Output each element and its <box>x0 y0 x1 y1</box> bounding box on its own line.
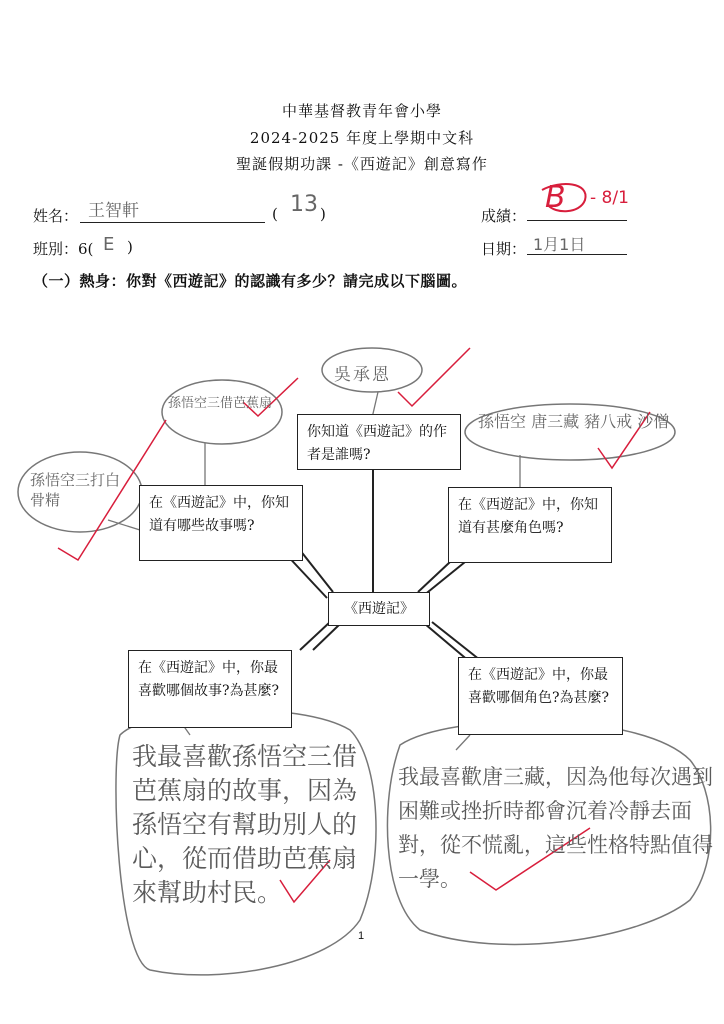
score-extra: - 8/1 <box>590 188 629 208</box>
score-label: 成績： <box>481 207 527 225</box>
name-handwriting: 王智軒 <box>88 201 139 221</box>
answer-fav-story: 我最喜歡孫悟空三借芭蕉扇的故事，因為孫悟空有幫助別人的心，從而借助芭蕉扇來幫助村民。 <box>132 742 358 907</box>
score-line <box>527 220 627 221</box>
date-handwriting: 1月1日 <box>533 235 586 254</box>
class-number-value: 13 <box>290 192 318 217</box>
answer-fav-character: 我最喜歡唐三藏，因為他每次遇到困難或挫折時都會沉着冷靜去面對，從不慌亂，這些性格特點值得一學。 <box>398 765 713 891</box>
class-close: ) <box>127 238 133 256</box>
center-topic-box: 《西遊記》 <box>328 592 430 626</box>
class-number-close: ) <box>320 205 326 223</box>
section-heading: （一）熱身：你對《西遊記》的認識有多少？請完成以下腦圖。 <box>33 272 468 290</box>
term-subject: 2024-2025 年度上學期中文科 <box>249 129 475 147</box>
class-value: E <box>103 234 115 255</box>
question-fav-character-box: 在《西遊記》中，你最喜歡哪個角色?為甚麼? <box>458 657 623 735</box>
question-characters-box: 在《西遊記》中，你知道有甚麼角色嗎? <box>448 487 612 563</box>
date-label: 日期： <box>481 240 527 258</box>
name-line <box>80 222 265 223</box>
assignment-title: 聖誕假期功課 -《西遊記》創意寫作 <box>236 155 488 173</box>
answer-characters: 孫悟空 唐三藏 豬八戒 沙僧 <box>478 412 670 431</box>
question-fav-story-box: 在《西遊記》中，你最喜歡哪個故事?為甚麼? <box>128 650 292 728</box>
answer-story-2: 孫悟空三打白骨精 <box>30 471 121 509</box>
school-name: 中華基督教青年會小學 <box>281 102 442 120</box>
question-author-box: 你知道《西遊記》的作者是誰嗎? <box>297 414 461 470</box>
name-label: 姓名： <box>33 207 79 225</box>
score-mark: B <box>545 180 566 215</box>
class-number-open: ( <box>272 205 278 223</box>
answer-story-1: 孫悟空三借芭蕉扇 <box>168 396 273 411</box>
answer-author: 吳承恩 <box>334 365 391 385</box>
page-number: 1 <box>358 930 365 942</box>
question-stories-box: 在《西遊記》中，你知道有哪些故事嗎? <box>139 485 303 561</box>
class-label: 班別：6( <box>33 240 94 258</box>
